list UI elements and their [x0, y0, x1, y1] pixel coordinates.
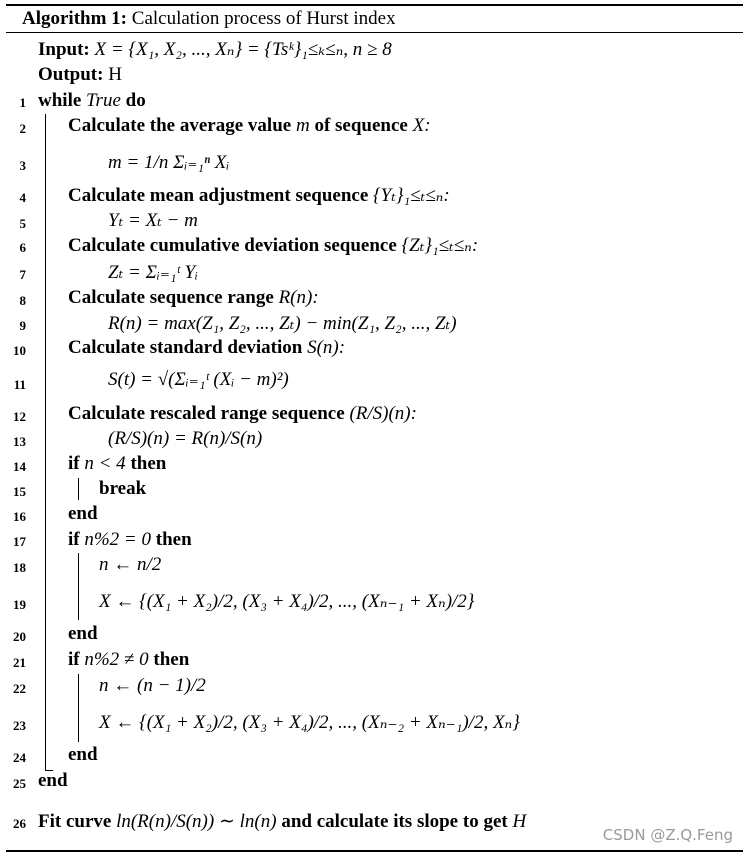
- algorithm-line: [99, 590, 474, 613]
- input-expression: X = {X₁, X₂, ..., Xₙ} = {Tsᵏ}₁≤ₖ≤ₙ, n ≥ 8: [94, 39, 392, 60]
- line-number: 8: [19, 293, 26, 308]
- algorithm-line: [68, 287, 319, 309]
- keyword: then: [130, 453, 167, 474]
- math-expression: n%2 = 0: [84, 529, 152, 550]
- input-line: [38, 38, 392, 61]
- algorithm-line: [99, 711, 520, 734]
- bottom-rule: [6, 850, 743, 852]
- math-expression: n ← n/2: [99, 554, 162, 575]
- caption-rule: [6, 32, 743, 33]
- line-number: 22: [13, 681, 26, 696]
- keyword: if: [68, 453, 80, 474]
- keyword: end: [68, 744, 98, 765]
- algorithm-line: [99, 478, 146, 500]
- algorithm-line: [68, 115, 431, 137]
- line-number: 3: [19, 158, 26, 173]
- keyword: if: [68, 649, 80, 670]
- algorithm-line: [68, 623, 98, 645]
- math-expression: S(t) = √(Σᵢ₌₁ᵗ (Xᵢ − m)²): [108, 369, 289, 390]
- math-expression: (R/S)(n):: [349, 403, 417, 424]
- algorithm-line: [68, 403, 417, 425]
- caption-label: Algorithm 1:: [22, 8, 128, 29]
- algorithm-line: [68, 744, 98, 766]
- line-number: 15: [13, 484, 26, 499]
- line-number: 13: [13, 434, 26, 449]
- keyword: then: [155, 529, 192, 550]
- algorithm-line: [68, 234, 478, 257]
- line-text: Calculate standard deviation: [68, 337, 303, 358]
- line-number: 11: [13, 377, 26, 392]
- if2-block-bar: [78, 553, 79, 620]
- line-number: 1: [19, 95, 26, 110]
- math-expression: (R/S)(n) = R(n)/S(n): [108, 428, 263, 449]
- math-expression: ln(R(n)/S(n)) ∼ ln(n): [116, 811, 277, 832]
- math-expression: n < 4: [84, 453, 126, 474]
- line-text: Calculate the average value: [68, 115, 292, 136]
- math-expression: n%2 ≠ 0: [84, 649, 149, 670]
- line-text: Calculate sequence range: [68, 287, 274, 308]
- algorithm-line: [108, 209, 198, 232]
- line-text: Fit curve: [38, 811, 112, 832]
- algorithm-line: [99, 554, 161, 576]
- keyword: while: [38, 90, 82, 111]
- keyword: then: [153, 649, 190, 670]
- algorithm-line: [68, 453, 166, 475]
- input-label: Input:: [38, 39, 90, 60]
- output-line: [38, 64, 122, 86]
- line-number: 2: [19, 121, 26, 136]
- math-expression: R(n):: [278, 287, 319, 308]
- line-number: 25: [13, 776, 26, 791]
- math-expression: H: [512, 811, 527, 832]
- line-text: and calculate its slope to get: [281, 811, 508, 832]
- math-expression: S(n):: [307, 337, 346, 358]
- line-number: 21: [13, 655, 26, 670]
- line-text: of sequence: [314, 115, 408, 136]
- algorithm-caption: [22, 8, 396, 30]
- math-expression: X:: [412, 115, 431, 136]
- math-expression: {Zₜ}₁≤ₜ≤ₙ:: [401, 235, 479, 256]
- keyword: end: [68, 623, 98, 644]
- math-expression: R(n) = max(Z₁, Z₂, ..., Zₜ) − min(Z₁, Z₂, ..., Zₜ): [108, 313, 457, 334]
- while-block-bar: [45, 114, 46, 770]
- math-expression: True: [86, 90, 121, 111]
- top-rule: [6, 4, 743, 6]
- keyword: break: [99, 478, 147, 499]
- line-text: Calculate rescaled range sequence: [68, 403, 345, 424]
- line-text: Calculate mean adjustment sequence: [68, 185, 369, 206]
- algorithm-line: [99, 675, 206, 697]
- line-number: 19: [13, 597, 26, 612]
- math-expression: Yₜ = Xₜ − m: [108, 210, 198, 231]
- watermark: CSDN @Z.Q.Feng: [602, 826, 733, 844]
- algorithm-line: [68, 503, 98, 525]
- algorithm-line: [108, 368, 289, 391]
- line-number: 5: [19, 216, 26, 231]
- line-number: 9: [19, 318, 26, 333]
- line-number: 23: [13, 718, 26, 733]
- line-number: 7: [19, 267, 26, 282]
- algorithm-line: [108, 312, 457, 335]
- algorithm-line: [38, 770, 68, 792]
- keyword: end: [68, 503, 98, 524]
- math-expression: n ← (n − 1)/2: [99, 675, 206, 696]
- math-expression: X ← {(X₁ + X₂)/2, (X₃ + X₄)/2, ..., (Xₙ₋₂ + Xₙ₋₁)/2, Xₙ}: [99, 712, 520, 733]
- keyword: end: [38, 770, 68, 791]
- math-expression: X ← {(X₁ + X₂)/2, (X₃ + X₄)/2, ..., (Xₙ₋₁ + Xₙ)/2}: [99, 591, 475, 612]
- line-number: 4: [19, 190, 26, 205]
- algorithm-line: [38, 90, 146, 112]
- keyword: do: [125, 90, 146, 111]
- line-number: 20: [13, 629, 26, 644]
- line-number: 18: [13, 560, 26, 575]
- if1-block-bar: [78, 478, 79, 500]
- math-expression: m: [295, 115, 310, 136]
- algorithm-line: [68, 337, 345, 359]
- caption-title: Calculation process of Hurst index: [131, 8, 396, 29]
- algorithm-line: [108, 428, 262, 450]
- algorithm-line: [38, 810, 526, 833]
- algorithm-line: [68, 184, 450, 207]
- line-number: 6: [19, 240, 26, 255]
- algorithm-line: [68, 529, 192, 551]
- keyword: if: [68, 529, 80, 550]
- line-number: 17: [13, 534, 26, 549]
- math-expression: m = 1/n Σᵢ₌₁ⁿ Xᵢ: [108, 152, 230, 173]
- line-number: 14: [13, 459, 26, 474]
- math-expression: {Yₜ}₁≤ₜ≤ₙ:: [373, 185, 450, 206]
- line-number: 16: [13, 509, 26, 524]
- algorithm-line: [108, 151, 229, 174]
- line-number: 26: [13, 816, 26, 831]
- line-number: 12: [13, 409, 26, 424]
- output-value: H: [108, 64, 122, 85]
- line-number: 10: [13, 343, 26, 358]
- if3-block-bar: [78, 674, 79, 742]
- line-number: 24: [13, 750, 26, 765]
- algorithm-line: [108, 261, 198, 284]
- line-text: Calculate cumulative deviation sequence: [68, 235, 397, 256]
- output-label: Output:: [38, 64, 104, 85]
- math-expression: Zₜ = Σᵢ₌₁ᵗ Yᵢ: [108, 262, 199, 283]
- algorithm-line: [68, 649, 189, 671]
